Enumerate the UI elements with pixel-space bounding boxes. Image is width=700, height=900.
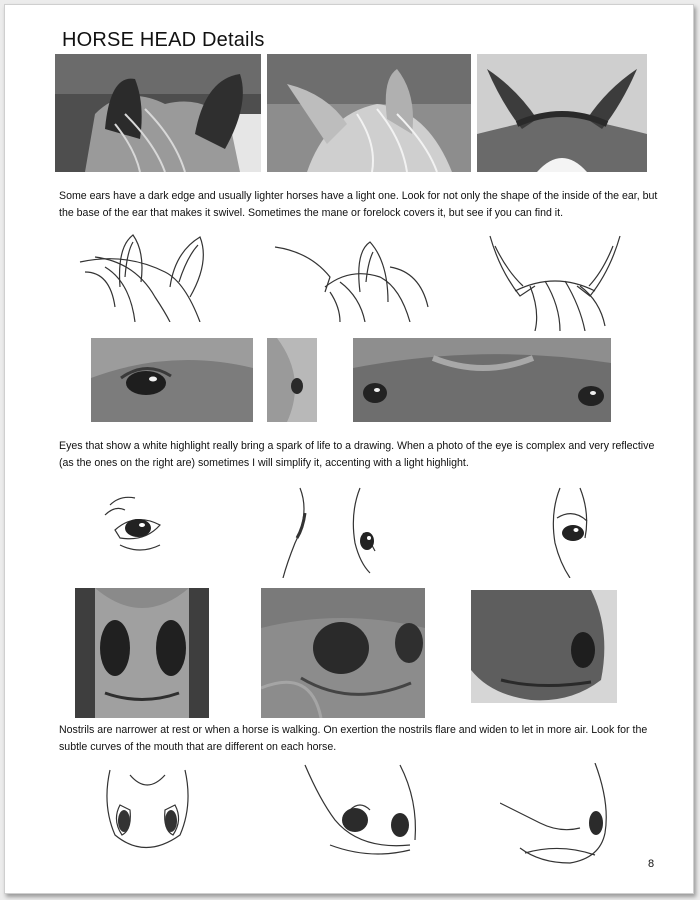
nostril-photo-profile <box>471 590 617 703</box>
eye-photo-wide <box>353 338 611 422</box>
ear-photo-high-contrast <box>477 54 647 172</box>
nostril-photo-front <box>75 588 209 718</box>
ears-caption: Some ears have a dark edge and usually lighter horses have a light one. Look for not only the shape of the inside of the ear, but the base of the ear that makes it swivel. Sometimes the mane or forelock covers it, but see if you can find it. <box>59 190 658 219</box>
ear-sketch-2 <box>270 227 430 322</box>
page-number: 8 <box>648 858 655 870</box>
ear-sketch-1 <box>75 227 225 322</box>
ear-sketch-3 <box>485 231 630 331</box>
page-title: HORSE HEAD Details <box>62 29 265 51</box>
eyes-caption: Eyes that show a white highlight really bring a spark of life to a drawing. When a photo of the eye is complex and very reflective (as the ones on the right are) sometimes I will simplify it, accenting with a light highlight. <box>59 440 655 469</box>
nostril-photo-flared <box>261 588 425 718</box>
eye-sketch-3 <box>545 483 595 578</box>
nostril-sketch-3 <box>500 763 615 868</box>
eye-sketch-1 <box>100 490 175 565</box>
ear-photo-dark-horse <box>55 54 261 172</box>
nostrils-caption: Nostrils are narrower at rest or when a horse is walking. On exertion the nostrils flare and widen to let in more air. Look for the subtle curves of the mouth that are different on each horse. <box>59 724 648 753</box>
nostril-sketch-1 <box>100 765 195 865</box>
eye-sketch-2 <box>275 483 385 578</box>
eye-photo-narrow <box>267 338 317 422</box>
eye-photo-left <box>91 338 253 422</box>
document-page <box>4 4 694 894</box>
nostril-sketch-2 <box>300 760 425 865</box>
ear-photo-light-horse <box>267 54 471 172</box>
